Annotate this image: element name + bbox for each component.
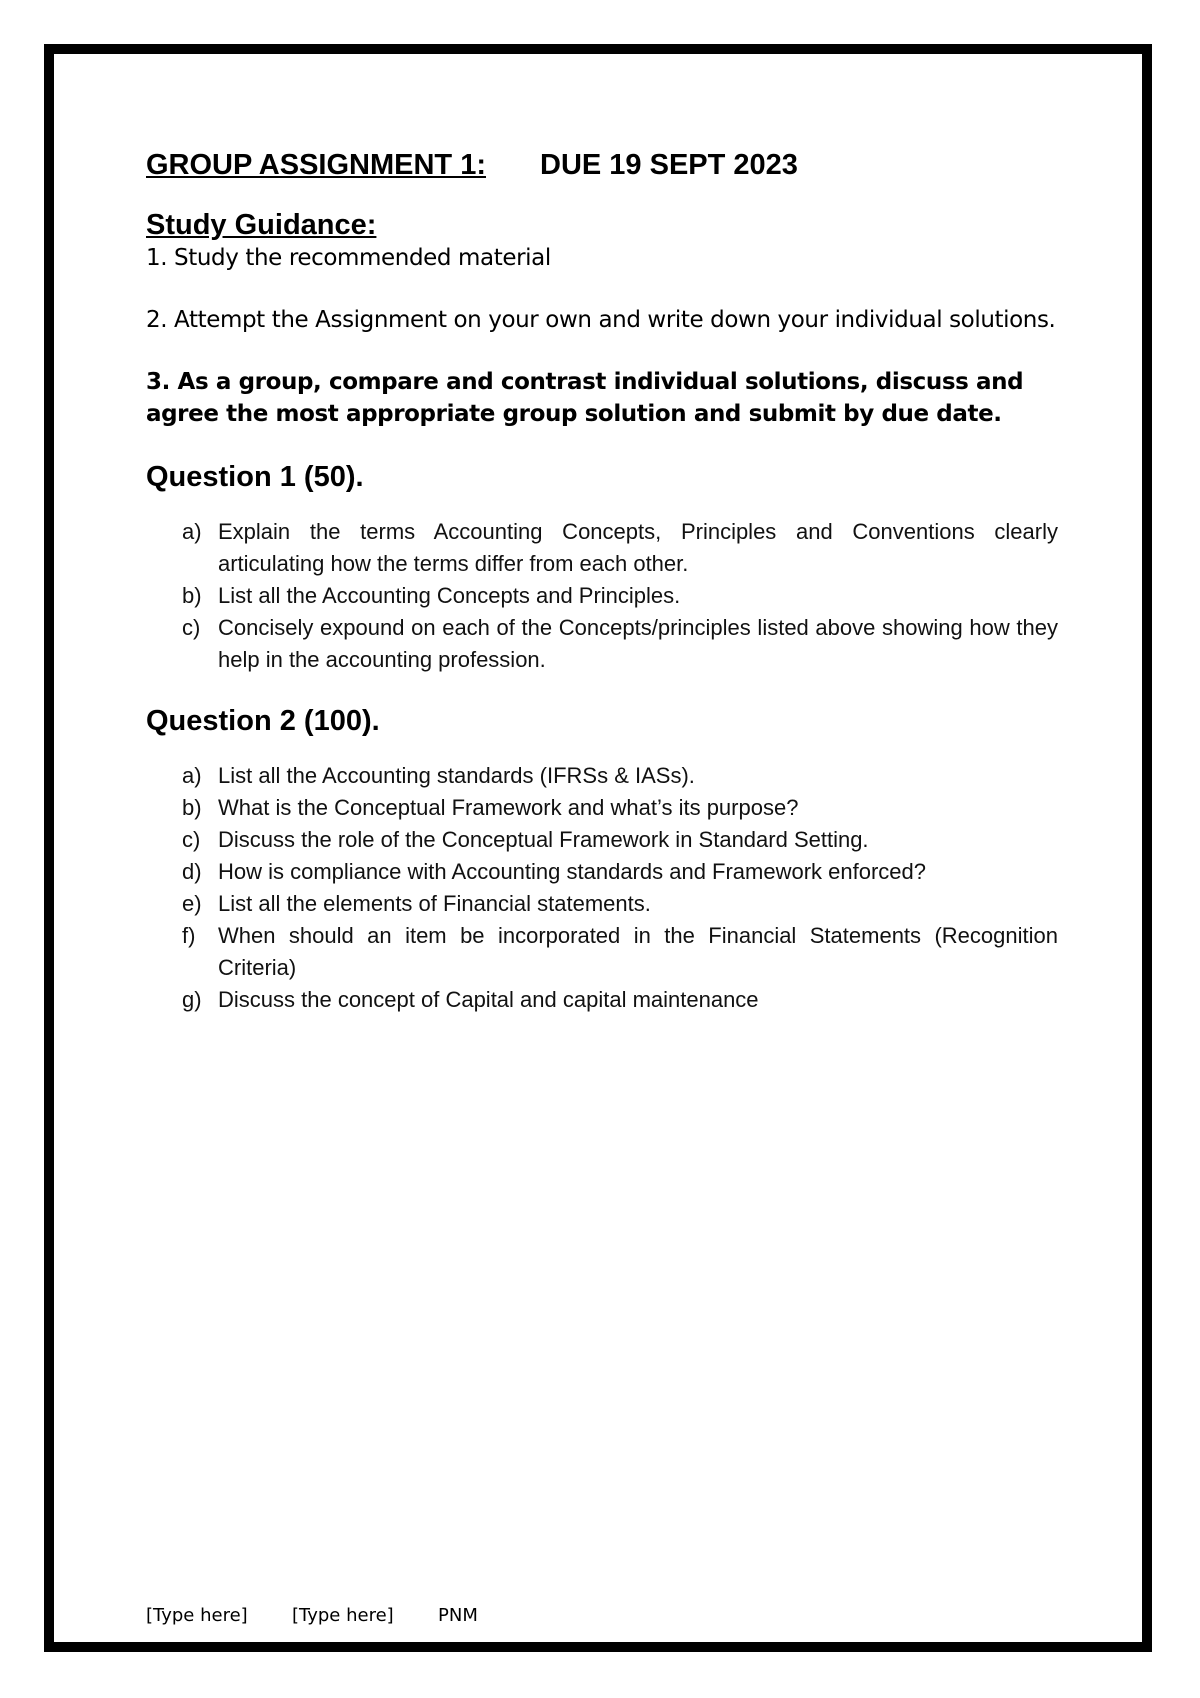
list-marker: d) — [182, 859, 202, 884]
question-1-heading: Question 1 (50). — [146, 461, 364, 493]
question-2-item-d — [146, 856, 1058, 888]
list-marker: f) — [182, 923, 196, 948]
question-2-item-b — [146, 792, 1058, 824]
guidance-item: 3. As a group, compare and contrast individual solutions, discuss and agree the most appropriate group solution and submit by due date. — [146, 369, 1024, 427]
question-2-item-c — [146, 824, 1058, 856]
list-item-text: Explain the terms Accounting Concepts, Principles and Conventions clearly articulating how the terms differ from each other. — [218, 519, 1058, 576]
question-2-item-f — [146, 920, 1058, 984]
guidance-item: 1. Study the recommended material — [146, 245, 551, 271]
question-2-item-a — [146, 760, 1058, 792]
question-1-list — [146, 516, 1058, 676]
assignment-title-label: GROUP ASSIGNMENT 1: — [146, 149, 486, 181]
footer-initials: PNM — [438, 1605, 478, 1626]
list-item-text: List all the Accounting Concepts and Principles. — [218, 583, 681, 608]
question-2-item-g — [146, 984, 1058, 1016]
list-item-text: Concisely expound on each of the Concepts/principles listed above showing how they help in the accounting profession. — [218, 615, 1058, 672]
page-footer — [146, 1604, 478, 1628]
list-item-text: List all the Accounting standards (IFRSs & IASs). — [218, 763, 695, 788]
question-1-item-c — [146, 612, 1058, 676]
list-marker: a) — [182, 519, 202, 544]
due-date: DUE 19 SEPT 2023 — [540, 149, 798, 181]
study-guidance-heading: Study Guidance: — [146, 209, 377, 241]
list-marker: g) — [182, 987, 202, 1012]
list-item-text: Discuss the concept of Capital and capital maintenance — [218, 987, 759, 1012]
list-marker: c) — [182, 615, 201, 640]
list-item-text: When should an item be incorporated in the Financial Statements (Recognition Criteria) — [218, 923, 1058, 980]
list-marker: a) — [182, 763, 202, 788]
footer-placeholder-left: [Type here] — [146, 1605, 248, 1626]
list-marker: e) — [182, 891, 202, 916]
list-marker: b) — [182, 795, 202, 820]
list-item-text: How is compliance with Accounting standards and Framework enforced? — [218, 859, 927, 884]
question-2-list — [146, 760, 1058, 1016]
document-body — [146, 148, 1058, 1016]
list-item-text: Discuss the role of the Conceptual Framework in Standard Setting. — [218, 827, 869, 852]
list-marker: b) — [182, 583, 202, 608]
question-1-item-b — [146, 580, 1058, 612]
guidance-item: 2. Attempt the Assignment on your own and write down your individual solutions. — [146, 307, 1056, 333]
list-marker: c) — [182, 827, 201, 852]
footer-placeholder-center: [Type here] — [292, 1605, 394, 1626]
question-2-item-e — [146, 888, 1058, 920]
question-1-item-a — [146, 516, 1058, 580]
assignment-title — [146, 148, 1058, 182]
list-item-text: List all the elements of Financial statements. — [218, 891, 651, 916]
list-item-text: What is the Conceptual Framework and what’s its purpose? — [218, 795, 799, 820]
question-2-heading: Question 2 (100). — [146, 705, 380, 737]
